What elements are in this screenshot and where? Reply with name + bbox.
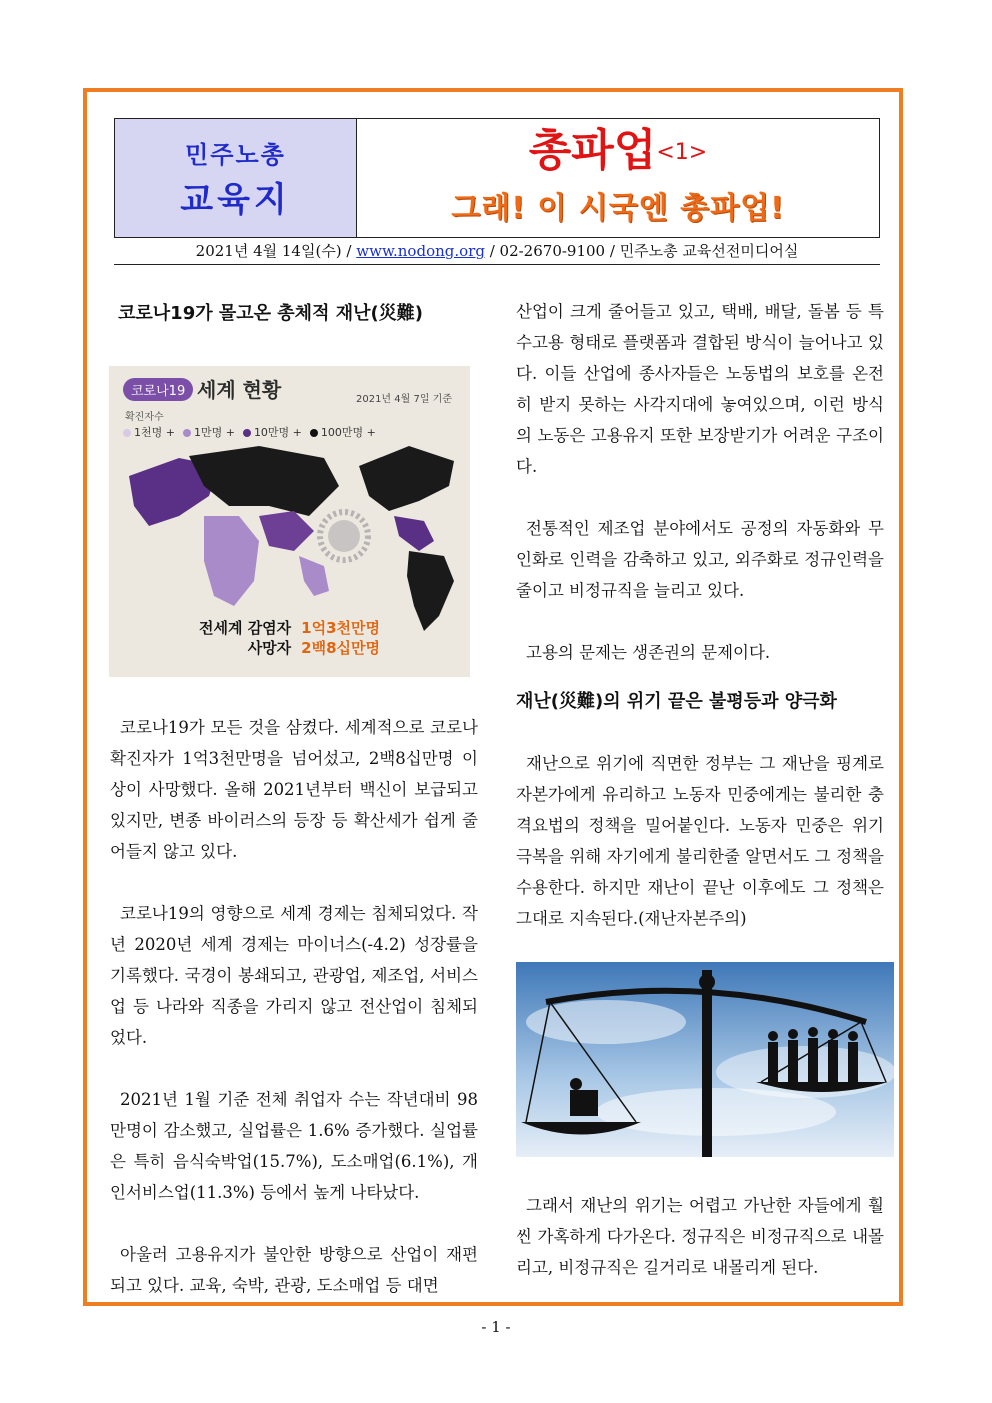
- paragraph: 고용의 문제는 생존권의 문제이다.: [526, 643, 771, 662]
- map-stats: [199, 618, 380, 658]
- paragraph: 전통적인 제조업 분야에서도 공정의 자동화와 무인화로 인력을 감축하고 있고, 외주화로 정규인력을 줄이고 비정규직을 늘리고 있다.: [516, 519, 884, 600]
- covid-world-map-figure: [109, 366, 470, 677]
- paragraph: 그래서 재난의 위기는 어렵고 가난한 자들에게 훨씬 가혹하게 다가온다. 정규직은 비정규직으로 내몰리고, 비정규직은 길거리로 내몰리게 된다.: [516, 1196, 884, 1277]
- paragraph: 재난으로 위기에 직면한 정부는 그 재난을 핑계로 자본가에게 유리하고 노동자 민중에게는 불리한 충격요법의 정책을 밀어붙인다. 노동자 민중은 위기 극복을 위해 자기에게 불리한줄 알면서도 그 정책을 수용한다. 하지만 재난이 끝난 이후에도 그 정책은 그대로 지속된다.(재난자본주의): [516, 754, 884, 928]
- section-heading-inequality: 재난(災難)의 위기 끝은 불평등과 양극화: [516, 691, 837, 712]
- main-title: [528, 125, 708, 176]
- map-title: 세계 현황: [197, 378, 282, 402]
- map-tag: 코로나19: [123, 378, 193, 401]
- org-badge: [115, 119, 357, 237]
- main-title-text: 총파업: [528, 125, 657, 176]
- right-column-body-mid: [516, 748, 884, 934]
- paragraph: 아울러 고용유지가 불안한 방향으로 산업이 재편되고 있다. 교육, 숙박, 관광, 도소매업 등 대면: [110, 1245, 478, 1295]
- legend-item: 100만명 +: [310, 424, 376, 440]
- org-name: 민주노총: [185, 141, 286, 169]
- legend-item: 1만명 +: [183, 424, 235, 440]
- map-legend-title: 확진자수: [125, 412, 164, 423]
- stat-deaths-value: 2백8십만명: [301, 639, 381, 657]
- legend-item: 10만명 +: [243, 424, 302, 440]
- subtitle: 그래! 이 시국엔 총파업!: [451, 191, 785, 226]
- stat-deaths-label: 사망자: [247, 639, 292, 657]
- stat-infected-label: 전세계 감염자: [199, 619, 292, 637]
- page-number: - 1 -: [481, 1318, 511, 1336]
- left-column-body: [110, 712, 478, 1301]
- contact-text: / 02-2670-9100 / 민주노총 교육선전미디어실: [484, 242, 799, 260]
- paragraph: 코로나19의 영향으로 세계 경제는 침체되었다. 작년 2020년 세계 경제는 마이너스(-4.2) 성장률을 기록했다. 국경이 봉쇄되고, 관광업, 제조업, 서비스업 등 나라와 직종을 가리지 않고 전산업이 침체되었다.: [110, 904, 478, 1047]
- inequality-scale-image: [516, 962, 894, 1157]
- right-column-body-top: [516, 296, 884, 668]
- right-column-body-bottom: [516, 1190, 884, 1283]
- website-link[interactable]: www.nodong.org: [356, 242, 485, 260]
- map-date: 2021년 4월 7일 기준: [355, 394, 452, 405]
- paragraph: 코로나19가 모든 것을 삼켰다. 세계적으로 코로나 확진자가 1억3천만명을 넘어섰고, 2백8십만명 이상이 사망했다. 올해 2021년부터 백신이 보급되고 있지만, 변종 바이러스의 등장 등 확산세가 쉽게 줄어들지 않고 있다.: [110, 718, 478, 861]
- paragraph: 산업이 크게 줄어들고 있고, 택배, 배달, 돌봄 등 특수고용 형태로 플랫폼과 결합된 방식이 늘어나고 있다. 이들 산업에 종사자들은 노동법의 보호를 온전히 받지 못하는 사각지대에 놓여있으며, 이런 방식의 노동은 고용유지 또한 보장받기가 어려운 구조이다.: [516, 302, 884, 476]
- section-heading-covid: 코로나19가 몰고온 총체적 재난(災難): [118, 303, 423, 324]
- issue-number: <1>: [656, 140, 708, 165]
- publication-name: 교육지: [180, 180, 291, 220]
- title-area: [357, 119, 879, 237]
- stat-infected-value: 1억3천만명: [301, 619, 381, 637]
- legend-item: 1천명 +: [123, 424, 175, 440]
- dateline: [114, 240, 880, 265]
- header-box: [114, 118, 880, 238]
- date-text: 2021년 4월 14일(수) /: [195, 242, 357, 260]
- paragraph: 2021년 1월 기준 전체 취업자 수는 작년대비 98만명이 감소했고, 실업률은 1.6% 증가했다. 실업률은 특히 음식숙박업(15.7%), 도소매업(6.1%), 개인서비스업(11.3%) 등에서 높게 나타났다.: [110, 1090, 478, 1202]
